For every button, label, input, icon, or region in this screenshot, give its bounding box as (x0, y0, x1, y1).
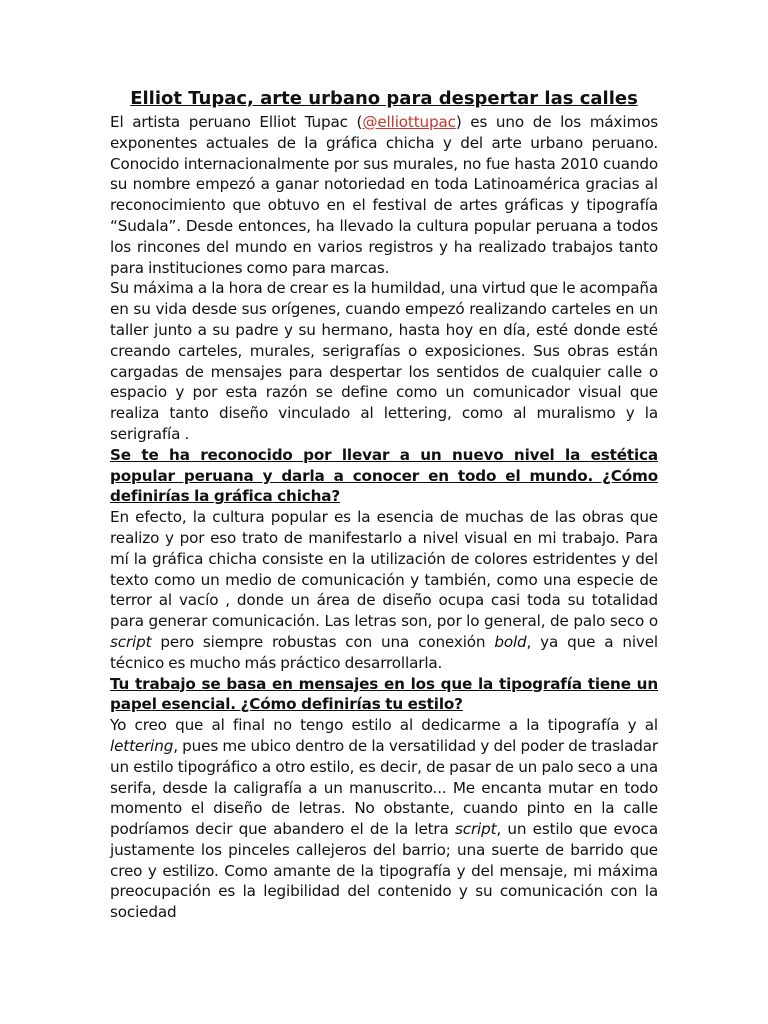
intro-text-start: El artista peruano Elliot Tupac ( (110, 113, 363, 131)
interview-question-1: Se te ha reconocido por llevar a un nuevo nivel la estética popular peruana y darla a conocer en todo el mundo. ¿Cómo definirías la gráfica chicha? (110, 445, 658, 506)
answer2-italic-lettering: lettering (110, 736, 174, 755)
answer1-italic-script: script (110, 632, 152, 651)
intro-text-rest: ) es uno de los máximos exponentes actuales de la gráfica chicha y del arte urbano peruano. Conocido internacionalmente por sus murales, no fue hasta 2010 cuando su nombre empezó a ganar notoriedad en toda Latinoamérica gracias al reconocimiento que obtuvo en el festival de artes gráficas y tipografía “Sudala”. Desde entonces, ha llevado la cultura popular peruana a todos los rincones del mundo en varios registros y ha realizado trabajos tanto para instituciones como para marcas. (110, 113, 658, 277)
body-paragraph-2: Su máxima a la hora de crear es la humildad, una virtud que le acompaña en su vida desde sus orígenes, cuando empezó realizando carteles en un taller junto a su padre y su hermano, hasta hoy en día, esté donde esté creando carteles, murales, serigrafías o exposiciones. Sus obras están cargadas de mensajes para despertar los sentidos de cualquier calle o espacio y por esta razón se define como un comunicador visual que realiza tanto diseño vinculado al lettering, como al muralismo y la serigrafía . (110, 279, 658, 443)
answer1-text-3: , ya que a nivel técnico es mucho más práctico desarrollarla. (110, 632, 658, 672)
answer1-italic-bold: bold (494, 632, 527, 651)
interview-answer-1 (110, 507, 658, 673)
answer2-text-1: Yo creo que al final no tengo estilo al dedicarme a la tipografía y al (110, 716, 658, 735)
answer2-text-3: , un estilo que evoca justamente los pinceles callejeros del barrio; una suerte de barrido que creo y estilizo. Como amante de la tipografía y del mensaje, mi máxima preocupación es la legibilidad del contenido y su comunicación con la sociedad (110, 820, 659, 922)
article-title: Elliot Tupac, arte urbano para despertar las calles (130, 88, 638, 109)
instagram-handle-link[interactable]: @elliottupac (362, 113, 456, 131)
intro-paragraph (110, 112, 658, 278)
interview-answer-2 (110, 715, 658, 923)
answer1-text-1: En efecto, la cultura popular es la esencia de muchas de las obras que realizo y por eso trato de manifestarlo a nivel visual en mi trabajo. Para mí la gráfica chicha consiste en la utilización de colores estridentes y del texto como un medio de comunicación y también, como una especie de terror al vacío , donde un área de diseño ocupa casi toda su totalidad para generar comunicación. Las letras son, por lo general, de palo seco o (110, 508, 658, 631)
interview-question-2: Tu trabajo se basa en mensajes en los que la tipografía tiene un papel esencial. ¿Cómo definirías tu estilo? (110, 674, 658, 714)
answer1-text-2: pero siempre robustas con una conexión (151, 632, 495, 651)
answer2-italic-script: script (455, 820, 497, 839)
answer2-text-2: , pues me ubico dentro de la versatilidad y del poder de trasladar un estilo tipográfico a otro estilo, es decir, de pasar de un palo seco a una serifa, desde la caligrafía a un manuscrito... Me encanta mutar en todo momento el diseño de letras. No obstante, cuando pinto en la calle podríamos decir que abandero el de la letra (110, 736, 658, 839)
